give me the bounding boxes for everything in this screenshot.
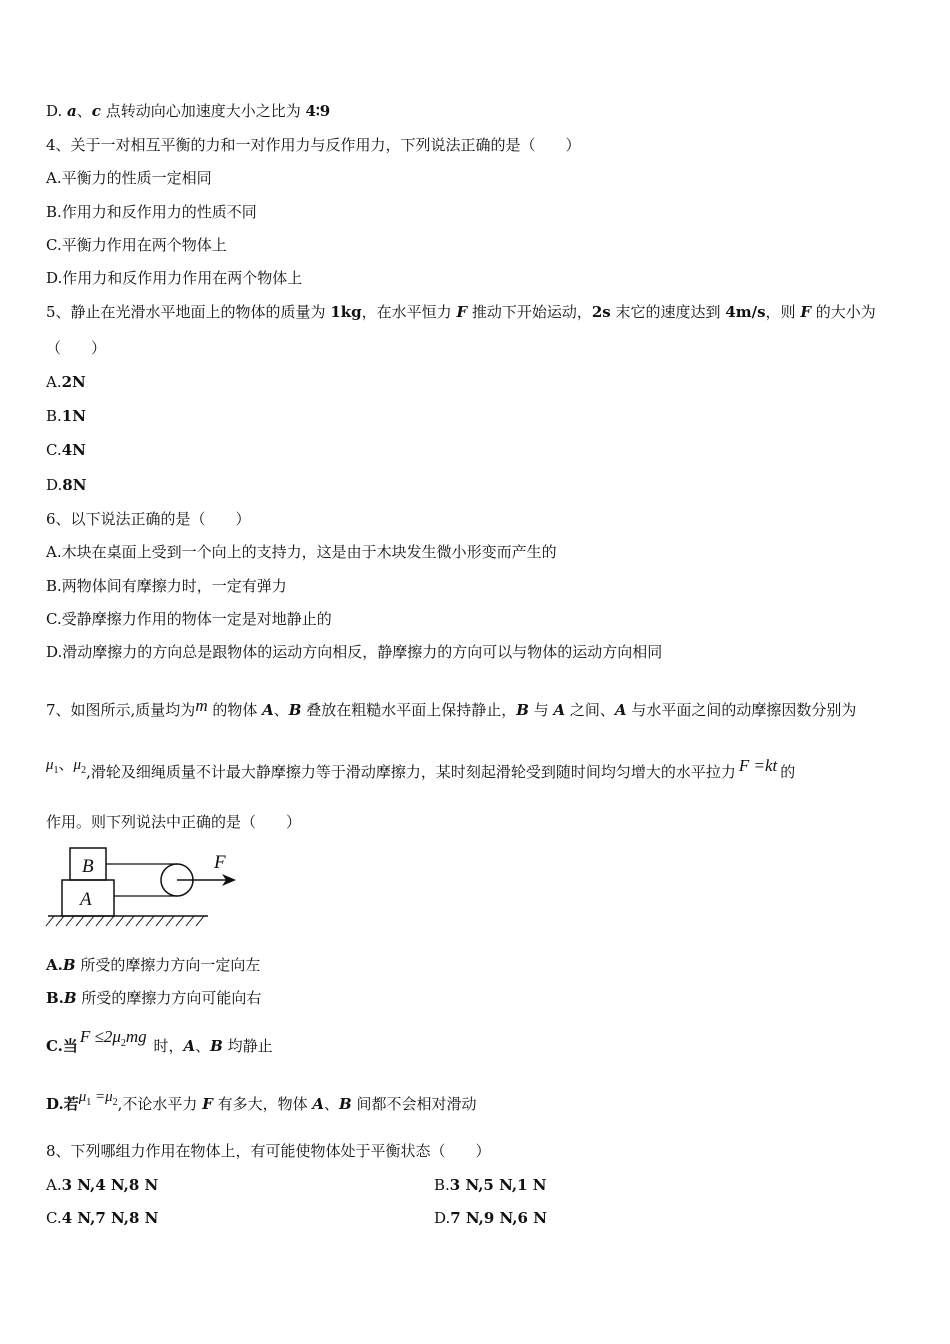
q6-option-a: A.木块在桌面上受到一个向上的支持力，这是由于木块发生微小形变而产生的 [46, 543, 557, 561]
body-b: B [288, 701, 302, 719]
body-b: B [63, 989, 77, 1007]
option-text: ,不论水平力 [117, 1095, 203, 1113]
separator: 、 [76, 102, 92, 120]
ratio-value: 4∶9 [305, 102, 331, 120]
q7-text: ,滑轮及细绳质量不计最大静摩擦力等于滑动摩擦力，某时刻起滑轮受到随时间均匀增大的水平拉力 [86, 763, 736, 781]
body-b: B [339, 1095, 352, 1113]
option-label: C. [46, 441, 62, 459]
body-a: A [312, 1095, 325, 1113]
q4-option-a: A.平衡力的性质一定相同 [46, 169, 212, 187]
q5-stem-text: 5、静止在光滑水平地面上的物体的质量为 [46, 303, 331, 321]
option-label: D. [46, 476, 63, 494]
q6-option-d: D.滑动摩擦力的方向总是跟物体的运动方向相反，静摩擦力的方向可以与物体的运动方向相同 [46, 643, 663, 661]
mu-symbol: μ [46, 757, 54, 773]
formula-text: F ≤2μ [79, 1027, 121, 1046]
force-symbol: F [202, 1095, 213, 1113]
option-value: 1N [61, 407, 86, 425]
separator: 、 [273, 701, 289, 719]
option-text: 均静止 [222, 1037, 273, 1055]
q7-option-d [46, 1089, 477, 1117]
option-label: B. [46, 989, 64, 1007]
force-symbol: F [800, 303, 811, 321]
q5-stem-text: ，则 [765, 303, 801, 321]
q5-stem-text: ，在水平恒力 [361, 303, 457, 321]
option-label: A. [46, 956, 63, 974]
equality-formula [78, 1089, 118, 1108]
mu-symbol: μ [73, 757, 82, 773]
option-text: 有多大，物体 [212, 1095, 313, 1113]
force-symbol: F [456, 303, 468, 321]
option-label: C. [46, 1209, 62, 1227]
body-a: A [262, 701, 274, 719]
q8-option-b [434, 1175, 546, 1195]
condition-formula [78, 1027, 149, 1049]
point-c: c [91, 102, 101, 120]
q5-option-b [46, 406, 86, 426]
q7-option-a [46, 955, 260, 975]
body-b: B [516, 701, 529, 719]
q4-option-d: D.作用力和反作用力作用在两个物体上 [46, 269, 303, 287]
separator: 、 [195, 1037, 211, 1055]
option-label: D. [46, 102, 68, 120]
subscript: 2 [120, 1038, 126, 1049]
pulley-diagram [44, 844, 244, 930]
q6-stem: 6、以下说法正确的是（ ） [46, 510, 251, 528]
option-value: 7 N,9 N,6 N [450, 1209, 547, 1227]
q3-option-d [46, 101, 330, 121]
option-text: 所受的摩擦力方向可能向右 [76, 989, 262, 1007]
q5-option-a [46, 372, 86, 392]
q4-option-c: C.平衡力作用在两个物体上 [46, 236, 227, 254]
option-label: A. [46, 1176, 62, 1194]
separator: 、 [324, 1095, 340, 1113]
q6-option-c: C.受静摩擦力作用的物体一定是对地静止的 [46, 610, 332, 628]
mu2-symbol [73, 757, 87, 776]
q6-option-b: B.两物体间有摩擦力时，一定有弹力 [46, 577, 287, 595]
mass-value: 1kg [330, 303, 362, 321]
q8-option-a [46, 1175, 158, 1195]
option-text: 点转动向心加速度大小之比为 [100, 102, 306, 120]
option-value: 3 N,5 N,1 N [449, 1176, 547, 1194]
option-label: D. [434, 1209, 451, 1227]
q7-stem-line3: 作用。则下列说法中正确的是（ ） [46, 813, 302, 831]
speed-value: 4m/s [725, 303, 766, 321]
formula-text: μ [78, 1089, 87, 1105]
option-text: 所受的摩擦力方向一定向左 [75, 956, 261, 974]
q7-text: 的 [780, 763, 796, 781]
option-value: 2N [61, 373, 86, 391]
body-a: A [614, 701, 627, 719]
option-label: B. [434, 1176, 450, 1194]
mu1-symbol [46, 757, 59, 776]
body-b: B [62, 956, 76, 974]
q5-stem-text: 推动下开始运动， [467, 303, 592, 321]
option-text: 间都不会相对滑动 [351, 1095, 477, 1113]
q8-option-c [46, 1208, 158, 1228]
q4-option-b: B.作用力和反作用力的性质不同 [46, 203, 257, 221]
q7-text: 7、如图所示,质量均为 [46, 701, 196, 719]
separator: 、 [58, 755, 74, 773]
option-label: A. [46, 373, 62, 391]
subscript: 1 [86, 1097, 92, 1108]
subscript: 2 [81, 765, 87, 776]
q8-option-d [434, 1208, 547, 1228]
q7-text: 之间、 [565, 701, 615, 719]
body-b: B [210, 1037, 223, 1055]
ground-hatch [46, 916, 204, 926]
option-value: 4 N,7 N,8 N [61, 1209, 159, 1227]
q7-option-b [46, 988, 261, 1008]
formula-text: =μ [91, 1089, 113, 1105]
option-text: 时， [148, 1037, 184, 1055]
q5-stem-text: 末它的速度达到 [610, 303, 726, 321]
force-formula: F =kt [738, 756, 778, 775]
option-value: 3 N,4 N,8 N [61, 1176, 159, 1194]
q7-text: 与 [528, 701, 554, 719]
q7-text: 的物体 [207, 701, 263, 719]
q5-paren: （ ） [46, 339, 107, 357]
q7-stem-line1 [46, 696, 857, 720]
option-label: B. [46, 407, 62, 425]
q5-option-c [46, 440, 86, 460]
body-a: A [553, 701, 566, 719]
q7-text: 叠放在粗糙水平面上保持静止， [301, 701, 517, 719]
block-a-label: A [80, 889, 92, 910]
q7-stem-line2 [46, 755, 796, 785]
q4-stem: 4、关于一对相互平衡的力和一对作用力与反作用力，下列说法正确的是（ ） [46, 136, 581, 154]
q5-stem-text: 的大小为 [810, 303, 876, 321]
subscript: 1 [53, 765, 59, 776]
q7-option-c [46, 1027, 273, 1059]
force-label: F [214, 852, 226, 873]
time-value: 2s [591, 303, 611, 321]
option-value: 8N [62, 476, 87, 494]
point-a: a [67, 102, 77, 120]
block-b-label: B [82, 856, 94, 877]
q5-option-d [46, 475, 86, 495]
q8-stem: 8、下列哪组力作用在物体上，有可能使物体处于平衡状态（ ） [46, 1142, 491, 1160]
q5-stem [46, 302, 876, 322]
mass-symbol: m [195, 696, 208, 715]
option-label: C.当 [46, 1037, 78, 1055]
body-a: A [183, 1037, 196, 1055]
option-label: D.若 [46, 1095, 79, 1113]
q7-text: 与水平面之间的动摩擦因数分别为 [626, 701, 857, 719]
subscript: 2 [112, 1097, 118, 1108]
formula-text: mg [125, 1027, 147, 1046]
option-value: 4N [61, 441, 86, 459]
